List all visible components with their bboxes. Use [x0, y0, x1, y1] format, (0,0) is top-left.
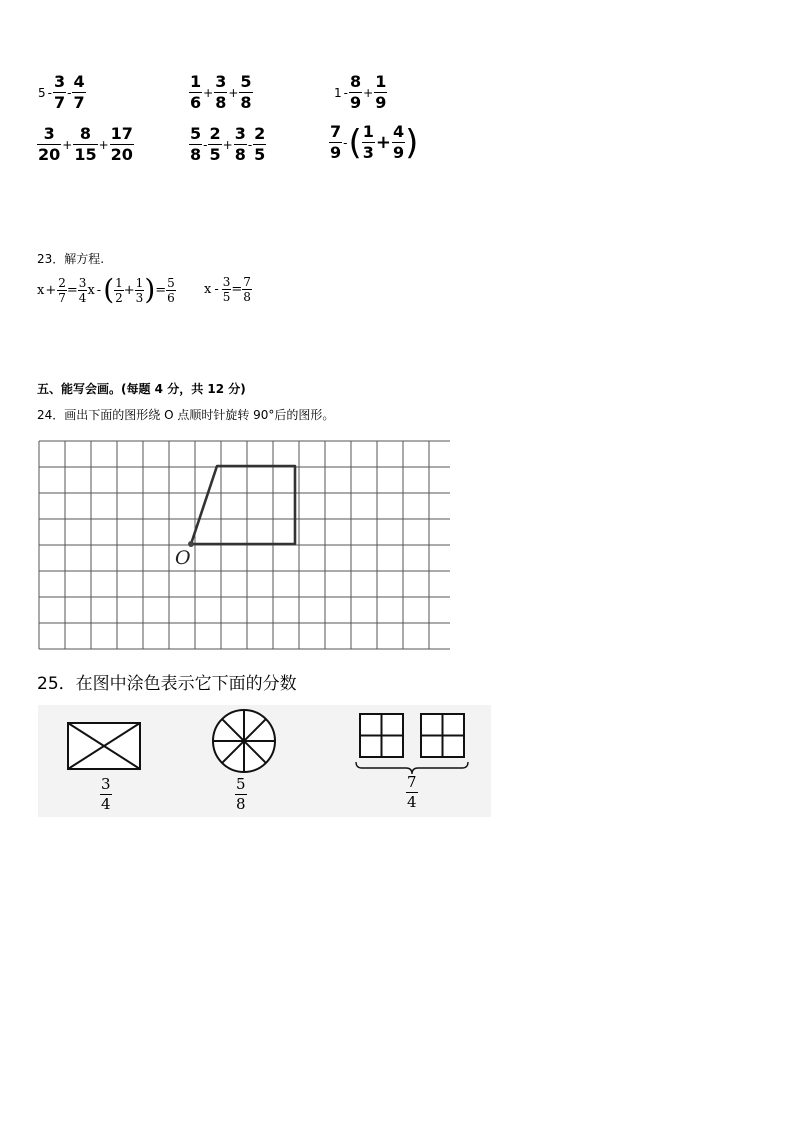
operator: + [45, 282, 57, 298]
operator: + [228, 85, 239, 100]
fraction: $\frac{1}{3}$ [135, 275, 144, 305]
fraction: $\frac{1}{9}$ [375, 72, 387, 112]
question-24-title: 24．画出下面的图形绕 O 点顺时针旋转 90°后的图形。 [37, 408, 335, 422]
point-o-label: O [175, 547, 191, 569]
fraction: $\frac{1}{2}$ [115, 275, 123, 305]
variable-x: x [204, 282, 212, 297]
fraction: $\frac{7}{9}$ [330, 122, 342, 162]
left-paren: ( [103, 273, 115, 306]
operator: = [231, 282, 243, 297]
fraction: $\frac{4}{7}$ [73, 72, 85, 112]
question-25-title: 25．在图中涂色表示它下面的分数 [37, 674, 297, 694]
operator: + [62, 137, 73, 152]
squares-shape [360, 714, 464, 757]
fraction: $\frac{3}{8}$ [215, 72, 227, 112]
calc-expression-4 [37, 126, 134, 163]
fraction: $\frac{17}{20}$ [110, 124, 133, 164]
fraction: $\frac{1}{6}$ [190, 72, 202, 112]
calc-expression-3 [333, 74, 387, 111]
operator: - [214, 282, 219, 297]
operator: - [47, 85, 52, 100]
operator: - [343, 85, 348, 100]
fraction: $\frac{8}{15}$ [74, 124, 97, 164]
fraction: $\frac{5}{8}$ [190, 124, 202, 164]
operator: - [343, 135, 348, 150]
calc-expression-2 [189, 74, 253, 111]
operator: = [66, 282, 78, 298]
operator: + [98, 137, 109, 152]
variable-x: x [37, 282, 45, 298]
operator: - [203, 137, 208, 152]
rectangle-shape [68, 723, 140, 769]
fraction: $\frac{5}{8}$ [240, 72, 252, 112]
fraction-pictures-panel [38, 705, 491, 817]
fraction: $\frac{2}{5}$ [209, 124, 221, 164]
lead-number: 5 [38, 85, 46, 100]
equation-2 [204, 276, 252, 303]
calc-expression-1 [37, 74, 86, 111]
fraction: $\frac{3}{4}$ [78, 275, 87, 305]
fraction-label-1: 3 4 [101, 775, 111, 813]
fraction: $\frac{5}{6}$ [167, 275, 175, 305]
rotation-grid [38, 440, 450, 650]
variable-x: x [87, 282, 95, 298]
operator: + [203, 85, 214, 100]
operator: = [155, 282, 167, 298]
fraction: $\frac{8}{9}$ [349, 72, 362, 112]
fraction: $\frac{2}{7}$ [58, 275, 66, 305]
operator: + [375, 132, 391, 153]
operator: - [247, 137, 253, 152]
fraction: $\frac{1}{3}$ [362, 122, 374, 162]
operator: - [96, 282, 102, 298]
fraction: $\frac{3}{8}$ [234, 124, 246, 164]
right-paren: ) [405, 122, 419, 163]
question-23-title: 23．解方程. [37, 252, 105, 266]
operator: - [67, 85, 72, 100]
circle-shape [213, 710, 275, 772]
fraction: $\frac{7}{8}$ [243, 275, 251, 304]
left-paren: ( [348, 122, 362, 163]
fraction: $\frac{2}{5}$ [254, 124, 266, 164]
operator: + [222, 137, 233, 152]
fraction: $\frac{3}{7}$ [53, 72, 66, 112]
lead-number: 1 [334, 85, 342, 100]
calc-expression-6 [329, 124, 418, 161]
fraction-label-3: 7 4 [407, 773, 417, 811]
right-paren: ) [144, 273, 156, 306]
operator: + [363, 85, 374, 100]
fraction-label-2: 5 8 [236, 775, 246, 813]
fraction: $\frac{3}{20}$ [38, 124, 61, 164]
operator: + [123, 282, 135, 298]
section-5-title: 五、能写会画。(每题 4 分，共 12 分) [37, 382, 246, 396]
fraction: $\frac{3}{5}$ [222, 275, 231, 304]
equation-1 [37, 273, 176, 306]
trapezoid-shape [191, 466, 295, 544]
fraction: $\frac{4}{9}$ [392, 122, 405, 162]
calc-expression-5 [189, 126, 266, 163]
